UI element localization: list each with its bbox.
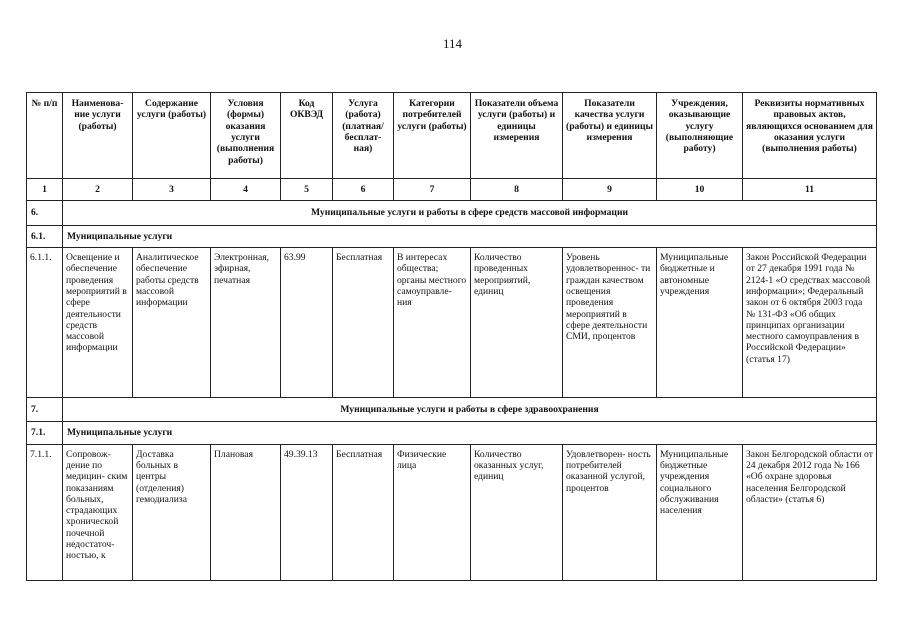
cell-institutions: Муниципальные бюджетные учреждения социального обслуживания населения	[657, 444, 743, 580]
column-number: 1	[27, 179, 63, 201]
col-header-institutions: Учреждения, оказывающие услугу (выполняющие работу)	[657, 93, 743, 179]
subsection-number: 7.1.	[27, 422, 63, 444]
row-number: 7.1.1.	[27, 444, 63, 580]
col-header-paid-free: Услуга (работа) (платная/ бесплат- ная)	[333, 93, 394, 179]
cell-paid-free: Бесплатная	[333, 247, 394, 397]
cell-conditions: Плановая	[211, 444, 281, 580]
cell-quality-indicators: Уровень удовлетвореннос- ти граждан качеством освещения проведения мероприятий в сфере деятельности СМИ, процентов	[563, 247, 657, 397]
col-header-okved: Код ОКВЭД	[281, 93, 333, 179]
column-number: 5	[281, 179, 333, 201]
header-row	[27, 93, 877, 179]
cell-paid-free: Бесплатная	[333, 444, 394, 580]
cell-content: Аналитическое обеспечение работы средств массовой информации	[133, 247, 211, 397]
subsection-title: Муниципальные услуги	[63, 225, 877, 247]
subsection-row	[27, 422, 877, 444]
column-number: 3	[133, 179, 211, 201]
section-row	[27, 201, 877, 225]
column-number: 4	[211, 179, 281, 201]
section-title: Муниципальные услуги и работы в сфере средств массовой информации	[63, 201, 877, 225]
col-header-consumers: Категории потребителей услуги (работы)	[394, 93, 471, 179]
services-table	[26, 92, 877, 581]
column-number: 8	[471, 179, 563, 201]
cell-institutions: Муниципальные бюджетные и автономные учреждения	[657, 247, 743, 397]
cell-volume-indicators: Количество проведенных мероприятий, единиц	[471, 247, 563, 397]
cell-volume-indicators: Количество оказанных услуг, единиц	[471, 444, 563, 580]
cell-service-name: Сопровож- дение по медицин- ским показаниям больных, страдающих хронической почечной недостаточ- ностью, к	[63, 444, 133, 580]
cell-conditions: Электронная, эфирная, печатная	[211, 247, 281, 397]
column-number: 11	[743, 179, 877, 201]
table-row	[27, 247, 877, 397]
col-header-quality-indicators: Показатели качества услуги (работы) и единицы измерения	[563, 93, 657, 179]
column-number: 9	[563, 179, 657, 201]
column-number: 7	[394, 179, 471, 201]
subsection-row	[27, 225, 877, 247]
row-number: 6.1.1.	[27, 247, 63, 397]
cell-quality-indicators: Удовлетворен- ность потребителей оказанной услугой, процентов	[563, 444, 657, 580]
column-number: 10	[657, 179, 743, 201]
cell-consumers: Физические лица	[394, 444, 471, 580]
col-header-conditions: Условия (формы) оказания услуги (выполнения работы)	[211, 93, 281, 179]
col-header-service-name: Наименова- ние услуги (работы)	[63, 93, 133, 179]
page-number: 114	[442, 36, 463, 51]
cell-okved: 49.39.13	[281, 444, 333, 580]
col-header-volume-indicators: Показатели объема услуги (работы) и единицы измерения	[471, 93, 563, 179]
cell-consumers: В интересах общества; органы местного самоуправле- ния	[394, 247, 471, 397]
column-number: 6	[333, 179, 394, 201]
cell-okved: 63.99	[281, 247, 333, 397]
cell-legal-acts: Закон Российской Федерации от 27 декабря 1991 года № 2124-1 «О средствах массовой информации»; Федеральный закон от 6 октября 2003 года № 131-ФЗ «Об общих принципах организации местного самоуправления в Российской Федерации» (статья 17)	[743, 247, 877, 397]
cell-content: Доставка больных в центры (отделения) гемодиализа	[133, 444, 211, 580]
column-number: 2	[63, 179, 133, 201]
column-number-row	[27, 179, 877, 201]
col-header-number: № п/п	[27, 93, 63, 179]
col-header-content: Содержание услуги (работы)	[133, 93, 211, 179]
section-number: 7.	[27, 397, 63, 421]
subsection-number: 6.1.	[27, 225, 63, 247]
cell-service-name: Освещение и обеспечение проведения мероприятий в сфере деятельности средств массовой информации	[63, 247, 133, 397]
cell-legal-acts: Закон Белгородской области от 24 декабря 2012 года № 166 «Об охране здоровья населения Белгородской области» (статья 6)	[743, 444, 877, 580]
section-row	[27, 397, 877, 421]
subsection-title: Муниципальные услуги	[63, 422, 877, 444]
col-header-legal-acts: Реквизиты нормативных правовых актов, являющихся основанием для оказания услуги (выполнения работы)	[743, 93, 877, 179]
section-number: 6.	[27, 201, 63, 225]
section-title: Муниципальные услуги и работы в сфере здравоохранения	[63, 397, 877, 421]
table-row	[27, 444, 877, 580]
